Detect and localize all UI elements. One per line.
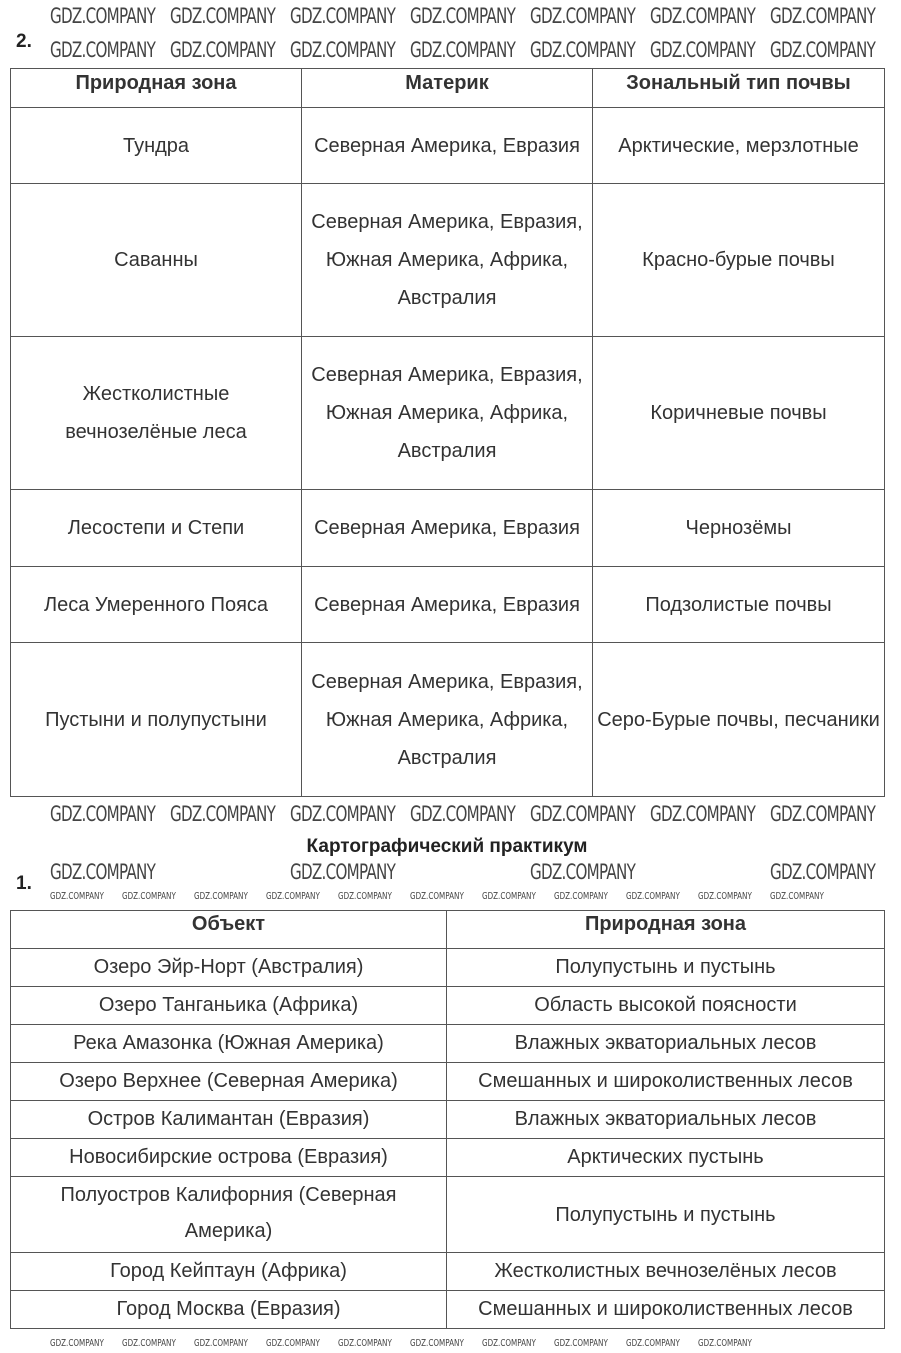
table-header-row bbox=[11, 911, 885, 949]
watermark: GDZ.COMPANY bbox=[266, 1338, 320, 1349]
header-natural-zone: Природная зона bbox=[447, 911, 885, 949]
table-row bbox=[11, 643, 885, 797]
watermark: GDZ.COMPANY bbox=[290, 38, 396, 62]
watermark: GDZ.COMPANY bbox=[290, 802, 396, 826]
cell-object: Озеро Танганьика (Африка) bbox=[11, 987, 447, 1025]
watermark: GDZ.COMPANY bbox=[290, 4, 396, 28]
watermark: GDZ.COMPANY bbox=[266, 891, 320, 902]
cell-zone: Саванны bbox=[11, 184, 302, 337]
header-zone: Природная зона bbox=[11, 69, 302, 108]
cell-soil: Красно-бурые почвы bbox=[593, 184, 885, 337]
watermark: GDZ.COMPANY bbox=[530, 802, 636, 826]
cell-soil: Подзолистые почвы bbox=[593, 567, 885, 643]
cell-object: Река Амазонка (Южная Америка) bbox=[11, 1025, 447, 1063]
watermark: GDZ.COMPANY bbox=[770, 860, 876, 884]
table-row bbox=[11, 490, 885, 567]
table-row bbox=[11, 1253, 885, 1291]
cell-zone: Тундра bbox=[11, 108, 302, 184]
watermark: GDZ.COMPANY bbox=[194, 891, 248, 902]
watermark: GDZ.COMPANY bbox=[50, 802, 156, 826]
watermark: GDZ.COMPANY bbox=[290, 860, 396, 884]
header-object: Объект bbox=[11, 911, 447, 949]
watermark: GDZ.COMPANY bbox=[770, 4, 876, 28]
cell-zone: Полупустынь и пустынь bbox=[447, 949, 885, 987]
table-row bbox=[11, 1139, 885, 1177]
watermark: GDZ.COMPANY bbox=[698, 891, 752, 902]
cell-zone: Жестколистные вечнозелёные леса bbox=[11, 337, 302, 490]
watermark: GDZ.COMPANY bbox=[170, 38, 276, 62]
soil-zones-table bbox=[10, 68, 885, 797]
watermark: GDZ.COMPANY bbox=[530, 860, 636, 884]
watermark: GDZ.COMPANY bbox=[530, 4, 636, 28]
watermark: GDZ.COMPANY bbox=[50, 38, 156, 62]
cell-continent: Северная Америка, Евразия, Южная Америка, Африка, Австралия bbox=[302, 643, 593, 797]
cell-continent: Северная Америка, Евразия bbox=[302, 567, 593, 643]
cell-zone: Полупустынь и пустынь bbox=[447, 1177, 885, 1253]
watermark: GDZ.COMPANY bbox=[50, 891, 104, 902]
cell-object: Остров Калимантан (Евразия) bbox=[11, 1101, 447, 1139]
watermark: GDZ.COMPANY bbox=[698, 1338, 752, 1349]
table-header-row bbox=[11, 69, 885, 108]
cell-zone: Пустыни и полупустыни bbox=[11, 643, 302, 797]
watermark: GDZ.COMPANY bbox=[122, 1338, 176, 1349]
watermark: GDZ.COMPANY bbox=[482, 891, 536, 902]
cell-continent: Северная Америка, Евразия bbox=[302, 490, 593, 567]
table-row bbox=[11, 949, 885, 987]
watermark: GDZ.COMPANY bbox=[410, 1338, 464, 1349]
watermark: GDZ.COMPANY bbox=[194, 1338, 248, 1349]
watermark: GDZ.COMPANY bbox=[770, 802, 876, 826]
watermark: GDZ.COMPANY bbox=[650, 802, 756, 826]
watermark: GDZ.COMPANY bbox=[770, 38, 876, 62]
watermark: GDZ.COMPANY bbox=[482, 1338, 536, 1349]
table-row bbox=[11, 1177, 885, 1253]
cell-soil: Чернозёмы bbox=[593, 490, 885, 567]
practicum-number: 1. bbox=[16, 873, 32, 894]
table-row bbox=[11, 987, 885, 1025]
cell-zone: Влажных экваториальных лесов bbox=[447, 1025, 885, 1063]
practicum-title: Картографический практикум bbox=[306, 836, 588, 857]
table-row bbox=[11, 337, 885, 490]
watermark: GDZ.COMPANY bbox=[770, 891, 824, 902]
table-row bbox=[11, 1101, 885, 1139]
watermark: GDZ.COMPANY bbox=[650, 4, 756, 28]
cell-zone: Арктических пустынь bbox=[447, 1139, 885, 1177]
watermark: GDZ.COMPANY bbox=[554, 891, 608, 902]
watermark: GDZ.COMPANY bbox=[50, 4, 156, 28]
table-row bbox=[11, 108, 885, 184]
watermark: GDZ.COMPANY bbox=[626, 891, 680, 902]
cell-object: Город Кейптаун (Африка) bbox=[11, 1253, 447, 1291]
watermark: GDZ.COMPANY bbox=[50, 860, 156, 884]
table-row bbox=[11, 1025, 885, 1063]
watermark: GDZ.COMPANY bbox=[170, 802, 276, 826]
table-row bbox=[11, 1063, 885, 1101]
cell-object: Озеро Верхнее (Северная Америка) bbox=[11, 1063, 447, 1101]
cell-soil: Арктические, мерзлотные bbox=[593, 108, 885, 184]
cell-zone: Жестколистных вечнозелёных лесов bbox=[447, 1253, 885, 1291]
watermark: GDZ.COMPANY bbox=[410, 38, 516, 62]
cell-object: Озеро Эйр-Норт (Австралия) bbox=[11, 949, 447, 987]
cell-continent: Северная Америка, Евразия, Южная Америка, Африка, Австралия bbox=[302, 184, 593, 337]
cell-zone: Влажных экваториальных лесов bbox=[447, 1101, 885, 1139]
watermark: GDZ.COMPANY bbox=[122, 891, 176, 902]
watermark: GDZ.COMPANY bbox=[50, 1338, 104, 1349]
header-continent: Материк bbox=[302, 69, 593, 108]
watermark: GDZ.COMPANY bbox=[410, 4, 516, 28]
map-objects-table bbox=[10, 910, 885, 1329]
cell-zone: Смешанных и широколиственных лесов bbox=[447, 1063, 885, 1101]
watermark: GDZ.COMPANY bbox=[338, 1338, 392, 1349]
cell-zone: Леса Умеренного Пояса bbox=[11, 567, 302, 643]
watermark: GDZ.COMPANY bbox=[554, 1338, 608, 1349]
cell-soil: Коричневые почвы bbox=[593, 337, 885, 490]
cell-continent: Северная Америка, Евразия bbox=[302, 108, 593, 184]
watermark: GDZ.COMPANY bbox=[530, 38, 636, 62]
watermark: GDZ.COMPANY bbox=[338, 891, 392, 902]
watermark: GDZ.COMPANY bbox=[626, 1338, 680, 1349]
section-number: 2. bbox=[16, 31, 32, 52]
watermark: GDZ.COMPANY bbox=[650, 38, 756, 62]
table-row bbox=[11, 1291, 885, 1329]
cell-object: Полуостров Калифорния (Северная Америка) bbox=[11, 1177, 447, 1253]
cell-object: Город Москва (Евразия) bbox=[11, 1291, 447, 1329]
watermark: GDZ.COMPANY bbox=[170, 4, 276, 28]
cell-zone: Лесостепи и Степи bbox=[11, 490, 302, 567]
watermark: GDZ.COMPANY bbox=[410, 802, 516, 826]
table-row bbox=[11, 567, 885, 643]
cell-zone: Область высокой поясности bbox=[447, 987, 885, 1025]
watermark: GDZ.COMPANY bbox=[410, 891, 464, 902]
table-row bbox=[11, 184, 885, 337]
cell-continent: Северная Америка, Евразия, Южная Америка, Африка, Австралия bbox=[302, 337, 593, 490]
header-soil: Зональный тип почвы bbox=[593, 69, 885, 108]
cell-zone: Смешанных и широколиственных лесов bbox=[447, 1291, 885, 1329]
cell-soil: Серо-Бурые почвы, песчаники bbox=[593, 643, 885, 797]
cell-object: Новосибирские острова (Евразия) bbox=[11, 1139, 447, 1177]
